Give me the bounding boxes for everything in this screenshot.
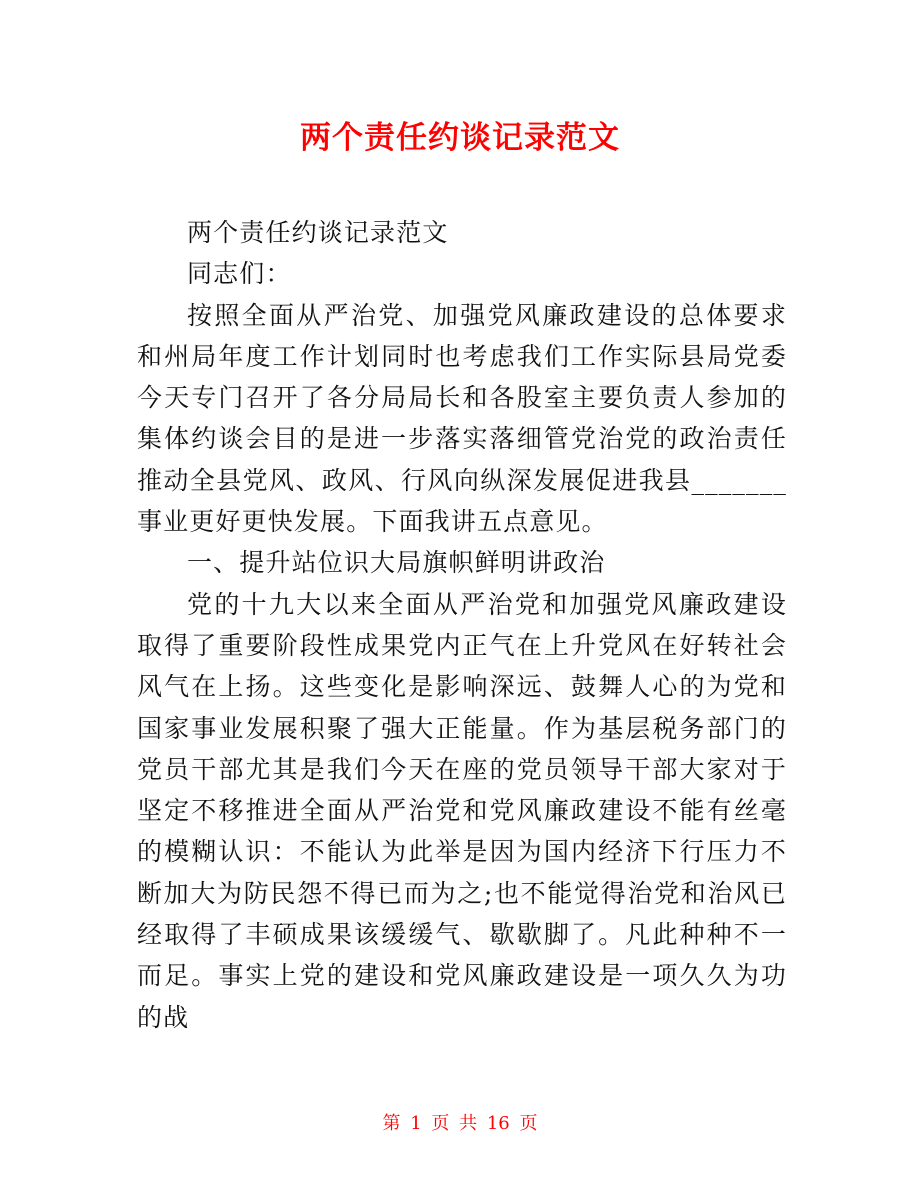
paragraph-salutation: 同志们： [187, 259, 292, 289]
page-footer: 第 1 页 共 16 页 [382, 1113, 538, 1134]
document-body [137, 212, 787, 1038]
paragraph-section-1: 党的十九大以来全面从严治党和加强党风廉政建设取得了重要阶段性成果党内正气在上升党风在好转社会风气在上扬。这些变化是影响深远、鼓舞人心的为党和国家事业发展积聚了强大正能量。作为基层税务部门的党员干部尤其是我们今天在座的党员领导干部大家对于坚定不移推进全面从严治党和党风廉政建设不能有丝毫的模糊认识：不能认为此举是因为国内经济下行压力不断加大为防民怨不得已而为之;也不能觉得治党和治风已经取得了丰硕成果该缓缓气、歇歇脚了。凡此种种不一而足。事实上党的建设和党风廉政建设是一项久久为功的战 [137, 589, 787, 1032]
paragraph-heading-repeat: 两个责任约谈记录范文 [187, 218, 449, 247]
paragraph-introduction: 按照全面从严治党、加强党风廉政建设的总体要求和州局年度工作计划同时也考虑我们工作实际县局党委今天专门召开了各分局局长和各股室主要负责人参加的集体约谈会目的是进一步落实落细管党治党的政治责任推动全县党风、政风、行风向纵深发展促进我县_______事业更好更快发展。下面我讲五点意见。 [137, 300, 787, 537]
document-title: 两个责任约谈记录范文 [300, 120, 620, 156]
section-heading-1: 一、提升站位识大局旗帜鲜明讲政治 [187, 548, 606, 578]
